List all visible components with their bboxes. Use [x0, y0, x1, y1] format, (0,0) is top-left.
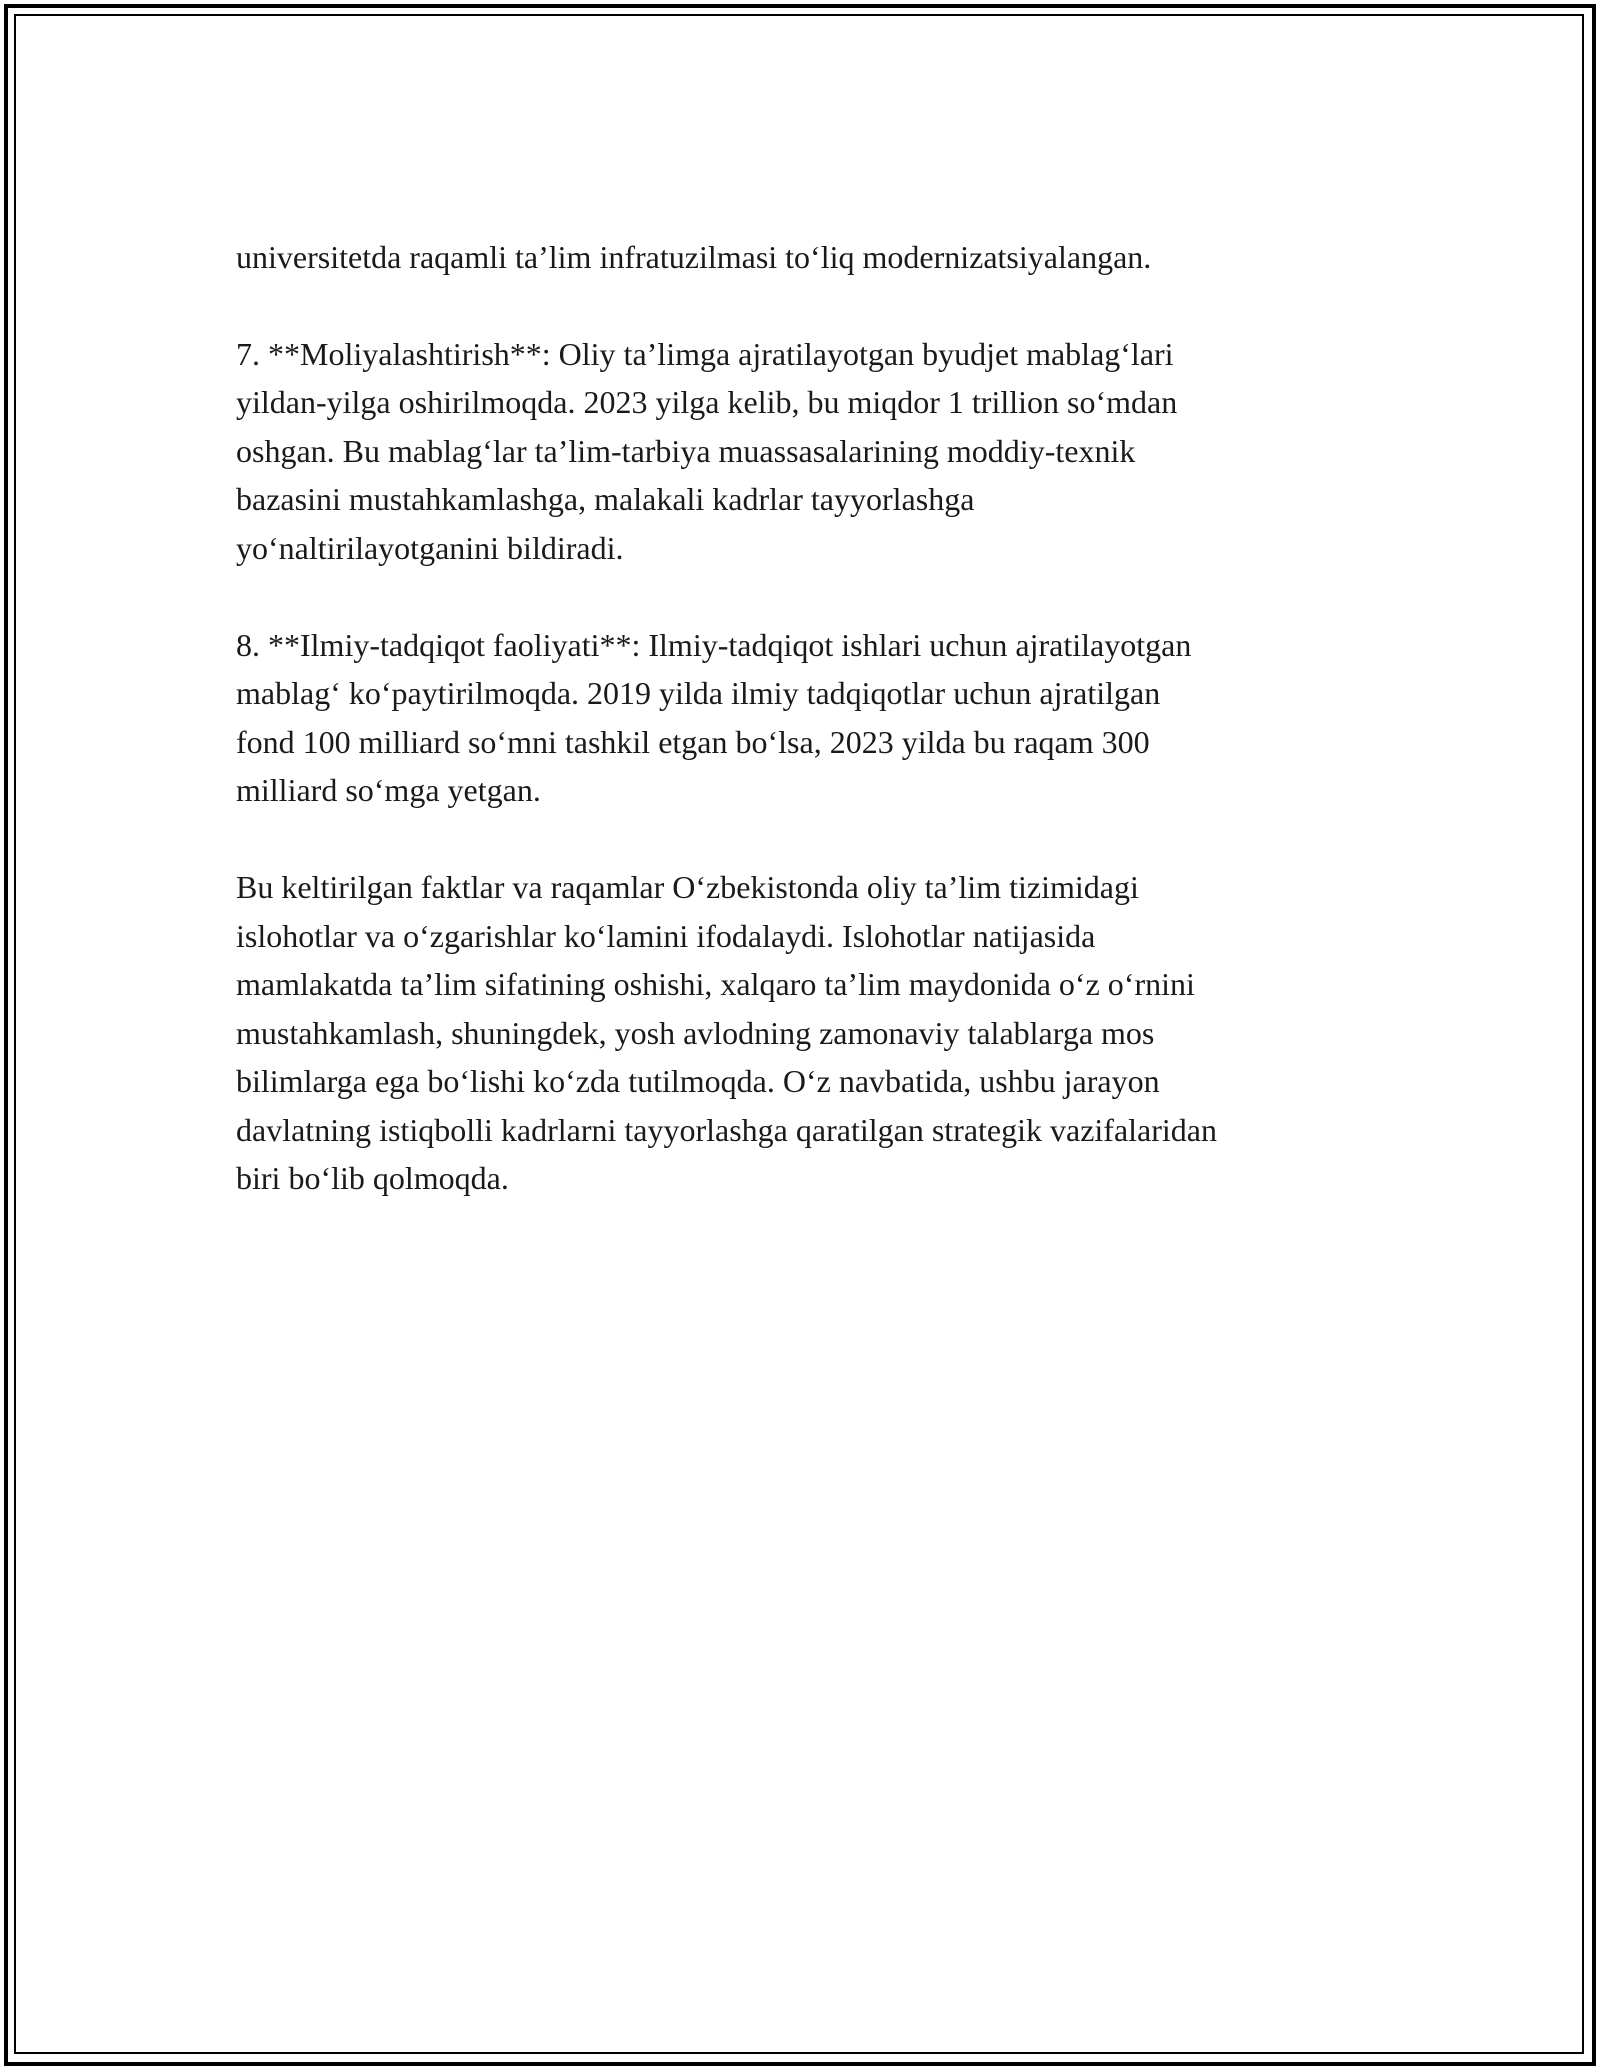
text-line: Bu keltirilgan faktlar va raqamlar O‘zbekistonda oliy ta’lim tizimidagi [236, 869, 1139, 905]
paragraph-point-8 [236, 621, 1366, 815]
text-line: bilimlarga ega bo‘lishi ko‘zda tutilmoqda. O‘z navbatida, ushbu jarayon [236, 1063, 1160, 1099]
text-line: fond 100 milliard so‘mni tashkil etgan bo‘lsa, 2023 yilda bu raqam 300 [236, 723, 1150, 760]
text-line: universitetda raqamli ta’lim infratuzilmasi to‘liq modernizatsiyalangan. [236, 238, 1152, 275]
text-line: yo‘naltirilayotganini bildiradi. [236, 529, 624, 566]
text-line: bazasini mustahkamlashga, malakali kadrlar tayyorlashga [236, 481, 975, 517]
text-line: mustahkamlash, shuningdek, yosh avlodning zamonaviy talablarga mos [236, 1014, 1155, 1051]
text-line: milliard so‘mga yetgan. [236, 772, 541, 808]
text-line: biri bo‘lib qolmoqda. [236, 1160, 509, 1196]
text-line: 7. **Moliyalashtirish**: Oliy ta’limga ajratilayotgan byudjet mablag‘lari [236, 335, 1174, 372]
text-line: mamlakatda ta’lim sifatining oshishi, xalqaro ta’lim maydonida o‘z o‘rnini [236, 966, 1195, 1002]
text-line: davlatning istiqbolli kadrlarni tayyorlashga qaratilgan strategik vazifalaridan [236, 1111, 1217, 1148]
text-line: 8. **Ilmiy-tadqiqot faoliyati**: Ilmiy-tadqiqot ishlari uchun ajratilayotgan [236, 626, 1192, 663]
paragraph-continuation [236, 184, 1366, 281]
text-line: mablag‘ ko‘paytirilmoqda. 2019 yilda ilmiy tadqiqotlar uchun ajratilgan [236, 675, 1161, 711]
document-body [236, 184, 1366, 1251]
text-line: islohotlar va o‘zgarishlar ko‘lamini ifodalaydi. Islohotlar natijasida [236, 917, 1096, 954]
paragraph-point-7 [236, 330, 1366, 573]
text-line: oshgan. Bu mablag‘lar ta’lim-tarbiya muassasalarining moddiy-texnik [236, 432, 1136, 469]
text-line: yildan-yilga oshirilmoqda. 2023 yilga kelib, bu miqdor 1 trillion so‘mdan [236, 384, 1178, 420]
paragraph-conclusion [236, 863, 1366, 1203]
